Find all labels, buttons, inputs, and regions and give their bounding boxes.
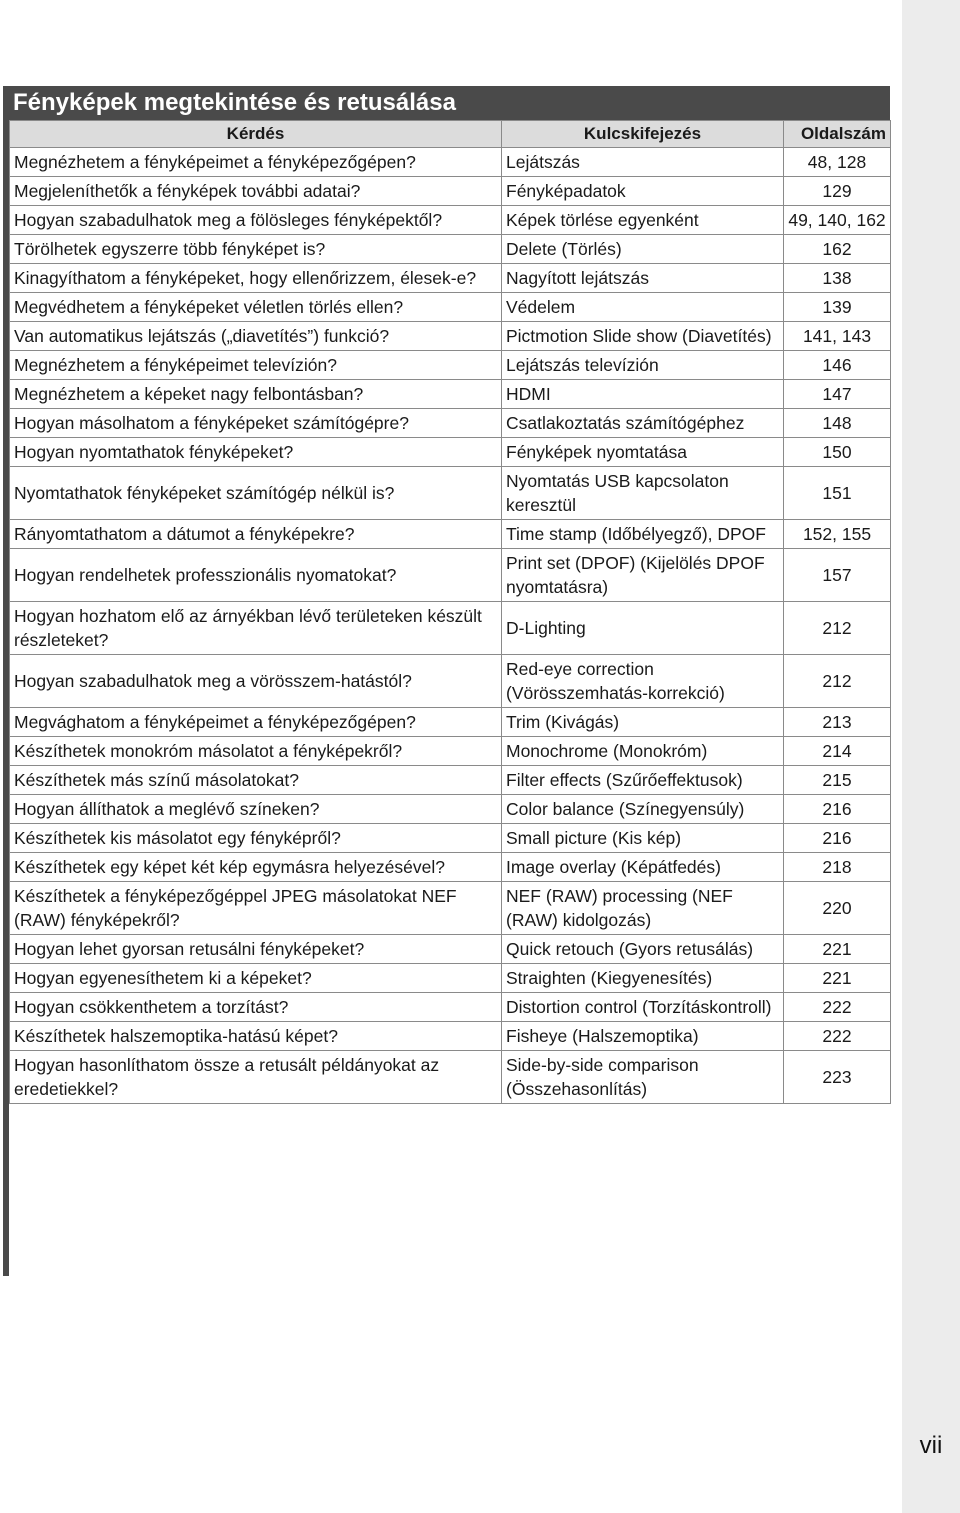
page-cell: 151 [784,467,891,520]
question-cell: Rányomtathatom a dátumot a fényképekre? [10,520,502,549]
table-row [10,177,891,206]
keyword-cell: Fényképek nyomtatása [502,438,784,467]
question-cell: Készíthetek egy képet két kép egymásra helyezésével? [10,853,502,882]
keyword-cell: HDMI [502,380,784,409]
question-cell: Hogyan másolhatom a fényképeket számítógépre? [10,409,502,438]
table-row [10,993,891,1022]
page-cell: 218 [784,853,891,882]
keyword-cell: Csatlakoztatás számítógéphez [502,409,784,438]
table-row [10,467,891,520]
keyword-cell: Quick retouch (Gyors retusálás) [502,935,784,964]
page-cell: 212 [784,655,891,708]
keyword-cell: Delete (Törlés) [502,235,784,264]
table-row [10,853,891,882]
keyword-cell: Filter effects (Szűrőeffektusok) [502,766,784,795]
table-row [10,935,891,964]
keyword-cell: Side-by-side comparison (Összehasonlítás) [502,1051,784,1104]
section-title: Fényképek megtekintése és retusálása [13,89,456,116]
page-cell: 138 [784,264,891,293]
question-cell: Hogyan szabadulhatok meg a fölösleges fényképektől? [10,206,502,235]
table-row [10,795,891,824]
table-row [10,549,891,602]
keyword-cell: NEF (RAW) processing (NEF (RAW) kidolgozás) [502,882,784,935]
keyword-cell: Distortion control (Torzításkontroll) [502,993,784,1022]
table-row [10,964,891,993]
question-cell: Megvághatom a fényképeimet a fényképezőgépen? [10,708,502,737]
page-cell: 221 [784,935,891,964]
page-cell: 212 [784,602,891,655]
keyword-cell: Védelem [502,293,784,322]
keyword-cell: Red-eye correction (Vörösszemhatás-korrekció) [502,655,784,708]
table-row [10,235,891,264]
keyword-cell: Képek törlése egyenként [502,206,784,235]
keyword-cell: D-Lighting [502,602,784,655]
keyword-cell: Pictmotion Slide show (Diavetítés) [502,322,784,351]
question-cell: Megnézhetem a képeket nagy felbontásban? [10,380,502,409]
table-row [10,1051,891,1104]
page-cell: 213 [784,708,891,737]
table-row [10,293,891,322]
page-margin-strip [902,0,960,1513]
page-cell: 223 [784,1051,891,1104]
table-row [10,380,891,409]
page-cell: 139 [784,293,891,322]
question-cell: Hogyan rendelhetek professzionális nyomatokat? [10,549,502,602]
page-cell: 49, 140, 162 [784,206,891,235]
table-row [10,602,891,655]
table-row [10,737,891,766]
page-cell: 220 [784,882,891,935]
page-cell: 214 [784,737,891,766]
question-cell: Van automatikus lejátszás („diavetítés”) funkció? [10,322,502,351]
keyword-cell: Print set (DPOF) (Kijelölés DPOF nyomtatásra) [502,549,784,602]
question-cell: Kinagyíthatom a fényképeket, hogy ellenőrizzem, élesek-e? [10,264,502,293]
question-table [9,120,891,1104]
page-cell: 216 [784,795,891,824]
page-cell: 147 [784,380,891,409]
table-body [10,148,891,1104]
keyword-cell: Nyomtatás USB kapcsolaton keresztül [502,467,784,520]
table-row [10,438,891,467]
header-question: Kérdés [10,121,502,148]
question-cell: Készíthetek halszemoptika-hatású képet? [10,1022,502,1051]
table-row [10,264,891,293]
table-row [10,824,891,853]
header-page: Oldalszám [784,121,891,148]
page-cell: 222 [784,1022,891,1051]
page-cell: 129 [784,177,891,206]
page-cell: 221 [784,964,891,993]
page-cell: 162 [784,235,891,264]
question-cell: Hogyan lehet gyorsan retusálni fényképeket? [10,935,502,964]
keyword-cell: Color balance (Színegyensúly) [502,795,784,824]
page-cell: 148 [784,409,891,438]
page-cell: 215 [784,766,891,795]
table-row [10,351,891,380]
question-cell: Megnézhetem a fényképeimet a fényképezőgépen? [10,148,502,177]
question-cell: Megjeleníthetők a fényképek további adatai? [10,177,502,206]
table-row [10,1022,891,1051]
question-cell: Hogyan csökkenthetem a torzítást? [10,993,502,1022]
keyword-cell: Small picture (Kis kép) [502,824,784,853]
question-cell: Készíthetek monokróm másolatot a fényképekről? [10,737,502,766]
question-cell: Hogyan hasonlíthatom össze a retusált példányokat az eredetiekkel? [10,1051,502,1104]
page-cell: 157 [784,549,891,602]
keyword-cell: Fisheye (Halszemoptika) [502,1022,784,1051]
question-cell: Megnézhetem a fényképeimet televízión? [10,351,502,380]
table-header-row [10,121,891,148]
keyword-cell: Time stamp (Időbélyegző), DPOF [502,520,784,549]
question-cell: Készíthetek kis másolatot egy fényképről? [10,824,502,853]
table-row [10,206,891,235]
question-cell: Hogyan nyomtathatok fényképeket? [10,438,502,467]
table-row [10,148,891,177]
table-row [10,882,891,935]
header-keyword: Kulcskifejezés [502,121,784,148]
page-cell: 222 [784,993,891,1022]
question-cell: Nyomtathatok fényképeket számítógép nélkül is? [10,467,502,520]
question-cell: Törölhetek egyszerre több fényképet is? [10,235,502,264]
keyword-cell: Straighten (Kiegyenesítés) [502,964,784,993]
question-cell: Hogyan hozhatom elő az árnyékban lévő területeken készült részleteket? [10,602,502,655]
table-row [10,409,891,438]
page-cell: 150 [784,438,891,467]
keyword-cell: Fényképadatok [502,177,784,206]
question-cell: Hogyan egyenesíthetem ki a képeket? [10,964,502,993]
keyword-cell: Nagyított lejátszás [502,264,784,293]
question-cell: Készíthetek a fényképezőgéppel JPEG másolatokat NEF (RAW) fényképekről? [10,882,502,935]
table-row [10,655,891,708]
question-cell: Megvédhetem a fényképeket véletlen törlés ellen? [10,293,502,322]
page-cell: 146 [784,351,891,380]
page-cell: 141, 143 [784,322,891,351]
keyword-cell: Monochrome (Monokróm) [502,737,784,766]
page-cell: 48, 128 [784,148,891,177]
section-header [9,86,890,120]
keyword-cell: Trim (Kivágás) [502,708,784,737]
question-cell: Hogyan szabadulhatok meg a vörösszem-hatástól? [10,655,502,708]
table-row [10,766,891,795]
page-cell: 216 [784,824,891,853]
page-cell: 152, 155 [784,520,891,549]
keyword-cell: Lejátszás televízión [502,351,784,380]
page-number: vii [919,1432,943,1459]
table-row [10,322,891,351]
question-cell: Hogyan állíthatok a meglévő színeken? [10,795,502,824]
table-row [10,520,891,549]
table-row [10,708,891,737]
keyword-cell: Lejátszás [502,148,784,177]
keyword-cell: Image overlay (Képátfedés) [502,853,784,882]
question-cell: Készíthetek más színű másolatokat? [10,766,502,795]
